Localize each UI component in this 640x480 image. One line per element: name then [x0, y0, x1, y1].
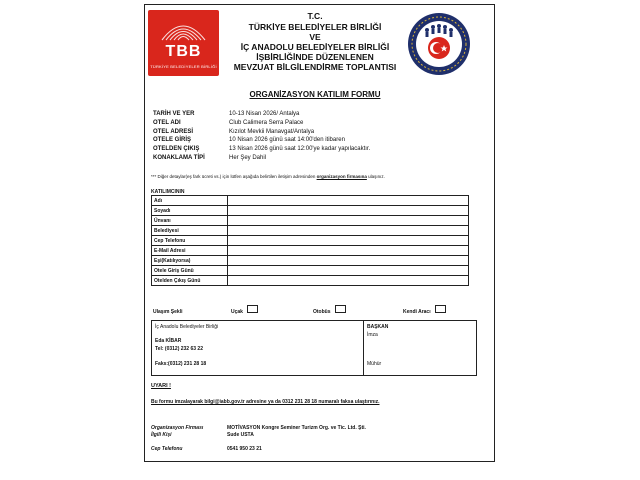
table-row: [152, 276, 469, 286]
table-row: [152, 256, 469, 266]
info-value: 10-13 Nisan 2026/ Antalya: [229, 111, 300, 117]
info-key: OTELDEN ÇIKIŞ: [153, 146, 200, 152]
field-input-municipality[interactable]: [228, 226, 469, 236]
field-label: Otele Giriş Günü: [152, 266, 228, 276]
signature-divider: [363, 321, 364, 375]
travel-bus-checkbox[interactable]: [335, 305, 346, 313]
sig-right-title: BAŞKAN: [367, 324, 389, 330]
field-input-title[interactable]: [228, 216, 469, 226]
note-text-end: ulaşınız.: [366, 174, 385, 179]
tbb-logo-word: TBB: [165, 43, 202, 60]
travel-plane-checkbox[interactable]: [247, 305, 258, 313]
sig-right-seal: Mühür: [367, 361, 382, 367]
field-label: Cep Telefonu: [152, 236, 228, 246]
warning-text: Bu formu imzalayarak bilgi@iabb.gov.tr adresine ya da 0312 231 28 18 numaralı faksa ulaştırınız.: [151, 399, 380, 405]
field-label: Soyadı: [152, 206, 228, 216]
contact-key: İlgili Kişi: [151, 432, 172, 438]
info-value: Kızılot Mevkii Manavgat/Antalya: [229, 129, 315, 135]
contact-value: MOTİVASYON Kongre Seminer Turizm Org. ve Tic. Ltd. Şti.: [227, 425, 366, 431]
tbb-logo: [148, 10, 219, 76]
table-row: [152, 266, 469, 276]
field-input-checkout-day[interactable]: [228, 276, 469, 286]
field-label: Otelden Çıkış Günü: [152, 276, 228, 286]
travel-options: [151, 305, 469, 318]
info-value: 10 Nisan 2026 günü saat 14:00'den itibaren: [229, 137, 345, 143]
contact-value: Sude USTA: [227, 432, 254, 438]
warning-title: UYARI !: [151, 383, 171, 389]
travel-option-car-label: Kendi Aracı: [403, 309, 431, 315]
info-key: OTELE GİRİŞ: [153, 137, 192, 143]
field-input-surname[interactable]: [228, 206, 469, 216]
travel-label: Ulaşım Şekli: [153, 309, 183, 315]
table-row: [152, 246, 469, 256]
field-label: Belediyesi: [152, 226, 228, 236]
sig-contact-name: Eda KİBAR: [155, 338, 182, 344]
header-meeting: MEVZUAT BİLGİLENDİRME TOPLANTISI: [233, 62, 397, 72]
table-row: [152, 226, 469, 236]
iabb-seal-icon: [407, 12, 471, 76]
table-row: [152, 206, 469, 216]
header-tc: T.C.: [307, 11, 323, 21]
sig-right-sign: İmza: [367, 332, 378, 338]
info-value: Her Şey Dahil: [229, 155, 267, 161]
info-key: OTEL ADRESİ: [153, 129, 194, 135]
field-label: Adı: [152, 196, 228, 206]
tbb-logo-subtitle: TÜRKİYE BELEDİYELER BİRLİĞİ: [150, 64, 217, 69]
field-label: E-Mail Adresi: [152, 246, 228, 256]
travel-option-bus-label: Otobüs: [313, 309, 331, 315]
note-link: organizasyon firmasına: [316, 174, 367, 179]
contact-key: Organizasyon Firması: [151, 425, 204, 431]
info-key: OTEL ADI: [153, 120, 181, 126]
field-input-name[interactable]: [228, 196, 469, 206]
participant-label: KATILIMCININ: [151, 189, 185, 195]
sig-fax: Faks:(0312) 231 28 18: [155, 361, 207, 367]
header-isbirligi: İŞBİRLİĞİNDE DÜZENLENEN: [256, 52, 374, 62]
sig-org: İç Anadolu Belediyeler Birliği: [155, 324, 219, 330]
form-title: ORGANİZASYON KATILIM FORMU: [249, 90, 381, 99]
table-row: [152, 216, 469, 226]
field-label: Eşi(Katılıyorsa): [152, 256, 228, 266]
header-ve: VE: [309, 32, 321, 42]
info-key: TARİH VE YER: [153, 111, 195, 117]
travel-car-checkbox[interactable]: [435, 305, 446, 313]
header-iabb: İÇ ANADOLU BELEDİYELER BİRLİĞİ: [240, 42, 390, 52]
details-note: [151, 174, 385, 179]
participant-table: [151, 195, 469, 286]
contact-key: Cep Telefonu: [151, 446, 183, 452]
table-row: [152, 196, 469, 206]
field-input-spouse[interactable]: [228, 256, 469, 266]
info-value: 13 Nisan 2026 günü saat 12:00'ye kadar yapılacaktır.: [229, 146, 371, 152]
sig-tel: Tel: (0312) 232 63 22: [155, 346, 203, 352]
field-input-checkin-day[interactable]: [228, 266, 469, 276]
field-label: Ünvanı: [152, 216, 228, 226]
travel-option-plane-label: Uçak: [231, 309, 243, 315]
header-tbb: TÜRKİYE BELEDİYELER BİRLİĞİ: [248, 22, 382, 32]
table-row: [152, 236, 469, 246]
info-key: KONAKLAMA TİPİ: [153, 155, 205, 161]
field-input-phone[interactable]: [228, 236, 469, 246]
participation-form-page: [144, 4, 495, 462]
info-value: Club Calimera Serra Palace: [229, 120, 304, 126]
signature-box: [151, 320, 477, 376]
contact-value: 0541 950 23 21: [227, 446, 262, 452]
note-text: *** Diğer detaylar(eş fark ücreti vs.) için lütfen aşağıda belirtilen iletişim adresinden: [151, 174, 317, 179]
field-input-email[interactable]: [228, 246, 469, 256]
